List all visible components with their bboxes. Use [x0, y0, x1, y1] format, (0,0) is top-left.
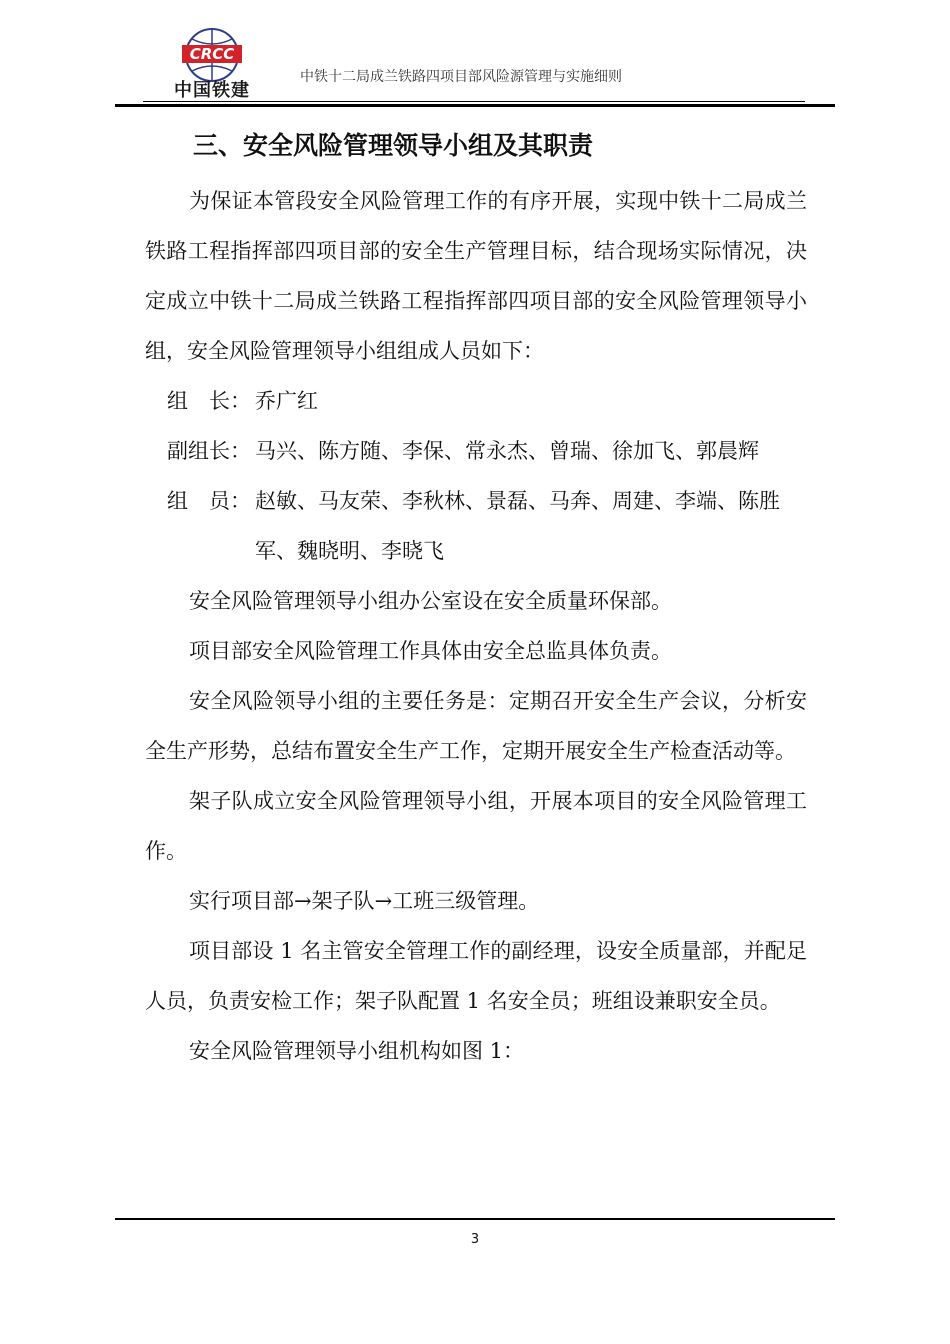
intro-paragraph: 为保证本管段安全风险管理工作的有序开展，实现中铁十二局成兰铁路工程指挥部四项目部的安全生产管理目标，结合现场实际情况，决定成立中铁十二局成兰铁路工程指挥部四项目部的安全风险管理领导小组，安全风险管理领导小组组成人员如下：: [145, 189, 807, 363]
paragraph-staffing: 项目部设 1 名主管安全管理工作的副经理，设安全质量部，并配足人员，负责安检工作；架子队配置 1 名安全员；班组设兼职安全员。: [145, 939, 807, 1013]
paragraph-three-levels: 实行项目部→架子队→工班三级管理。: [189, 889, 540, 913]
footer-rule: [115, 1218, 835, 1220]
paragraph-tasks: 安全风险领导小组的主要任务是：定期召开安全生产会议，分析安全生产形势，总结布置安全生产工作，定期开展安全生产检查活动等。: [145, 689, 807, 763]
page-header: [0, 0, 950, 110]
member-names: 赵敏、马友荣、李秋林、景磊、马奔、周建、李端、陈胜军、魏晓明、李晓飞: [255, 489, 780, 563]
member-row-deputy: [145, 426, 807, 476]
member-row-leader: [145, 376, 807, 426]
paragraph-responsibility: 项目部安全风险管理工作具体由安全总监具体负责。: [189, 639, 672, 663]
header-rule-thick: [115, 104, 835, 107]
member-names: 马兴、陈方随、李保、常永杰、曾瑞、徐加飞、郭晨辉: [255, 439, 759, 463]
document-title: 中铁十二局成兰铁路四项目部风险源管理与实施细则: [300, 69, 622, 85]
logo-label: 中国铁建: [174, 80, 250, 101]
logo-badge: CRCC: [189, 45, 235, 63]
section-heading: 三、安全风险管理领导小组及其职责: [193, 131, 594, 160]
member-role: 组 员：: [167, 489, 251, 513]
member-role: 组 长：: [167, 389, 251, 413]
paragraph-figure-ref: 安全风险管理领导小组机构如图 1：: [189, 1039, 525, 1063]
page-number: 3: [470, 1232, 480, 1247]
document-body: [145, 120, 807, 1076]
member-names: 乔广红: [255, 389, 318, 413]
member-row-members: [145, 476, 807, 576]
paragraph-office: 安全风险管理领导小组办公室设在安全质量环保部。: [189, 589, 672, 613]
member-role: 副组长：: [167, 439, 251, 463]
paragraph-team-group: 架子队成立安全风险管理领导小组，开展本项目的安全风险管理工作。: [145, 789, 807, 863]
header-rule-thin: [143, 101, 805, 102]
